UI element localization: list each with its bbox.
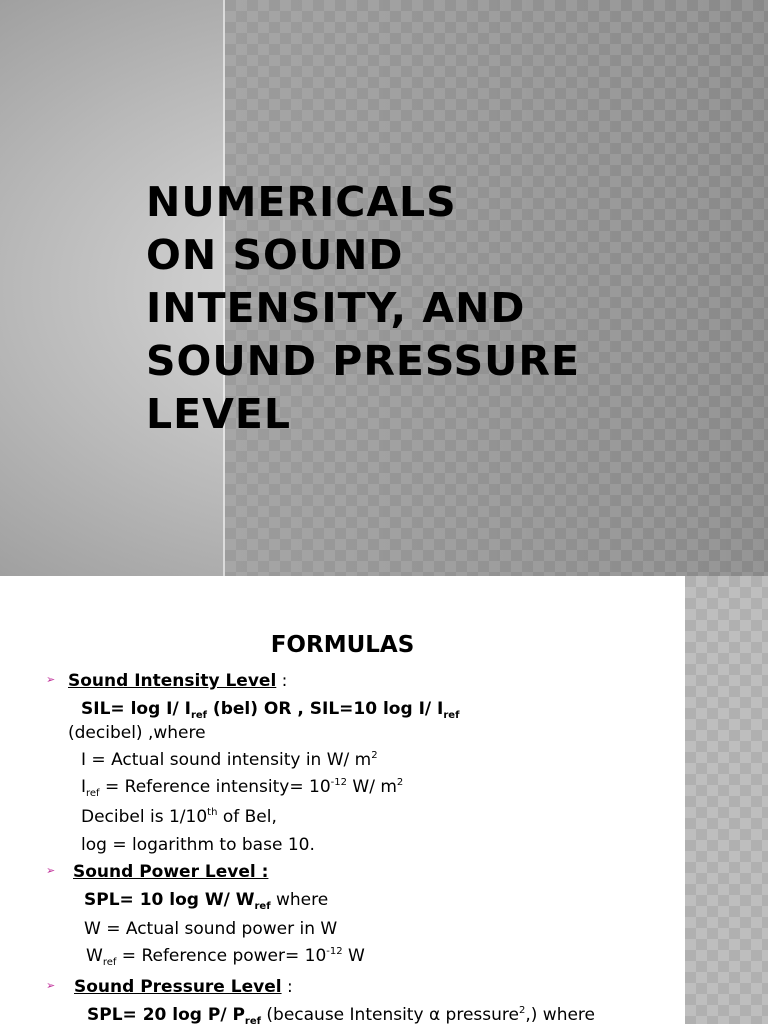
decibel-text-end: of Bel, bbox=[217, 807, 277, 827]
spl-formula-text: SPL= 20 log P/ P bbox=[87, 1005, 245, 1024]
formulas-slide bbox=[0, 576, 768, 1024]
sil-label-line bbox=[68, 670, 287, 692]
slide-title bbox=[146, 176, 706, 441]
exponent: 2 bbox=[396, 777, 404, 788]
sil-where-line: (decibel) ,where bbox=[68, 723, 206, 743]
diamond-pattern-strip bbox=[685, 576, 768, 1024]
ordinal-superscript: th bbox=[207, 807, 218, 818]
exponent: 2 bbox=[371, 750, 378, 761]
title-line: LEVEL bbox=[146, 390, 291, 438]
sil-def-ref-intensity bbox=[81, 776, 403, 798]
ref-symbol: W bbox=[86, 946, 103, 966]
bullet-arrow-icon: ➢ bbox=[46, 673, 56, 686]
title-line: INTENSITY, AND bbox=[146, 284, 526, 332]
exponent: 2 bbox=[518, 1005, 526, 1016]
swl-ref-subscript: ref bbox=[254, 901, 271, 912]
exponent: -12 bbox=[330, 777, 347, 788]
swl-formula-text: SPL= 10 log W/ W bbox=[84, 890, 255, 910]
spl-ref-subscript: ref bbox=[244, 1016, 261, 1024]
ref-subscript: ref bbox=[86, 788, 100, 799]
swl-where: where bbox=[270, 890, 329, 910]
unit-text: W bbox=[342, 946, 365, 966]
bullet-arrow-icon: ➢ bbox=[46, 979, 56, 992]
ref-text: = Reference intensity= 10 bbox=[99, 777, 331, 797]
spl-note-end: ,) where bbox=[525, 1005, 596, 1024]
log-line: log = logarithm to base 10. bbox=[81, 835, 315, 855]
formulas-heading: FORMULAS bbox=[270, 632, 415, 658]
swl-def-power: W = Actual sound power in W bbox=[84, 919, 338, 939]
swl-formula bbox=[84, 889, 328, 911]
sil-ref-subscript: ref bbox=[190, 710, 208, 721]
bullet-arrow-icon: ➢ bbox=[46, 864, 56, 877]
spl-label: Sound Pressure Level bbox=[74, 977, 282, 997]
unit-text: W/ m bbox=[346, 777, 397, 797]
swl-def-ref-power bbox=[86, 945, 365, 967]
spl-label-suffix: : bbox=[281, 977, 293, 997]
spl-formula bbox=[87, 1004, 595, 1024]
title-line: ON SOUND bbox=[146, 231, 404, 279]
decibel-line bbox=[81, 806, 277, 828]
decibel-text: Decibel is 1/10 bbox=[81, 807, 208, 827]
sil-def-intensity-text: I = Actual sound intensity in W/ m bbox=[81, 750, 372, 770]
ref-text: = Reference power= 10 bbox=[116, 946, 327, 966]
ref-symbol: I bbox=[81, 777, 87, 797]
sil-label-suffix: : bbox=[276, 671, 288, 691]
sil-formula bbox=[81, 698, 459, 720]
sil-label: Sound Intensity Level bbox=[68, 671, 277, 691]
sil-ref-subscript-2: ref bbox=[443, 710, 460, 721]
spl-note: (because Intensity α pressure bbox=[261, 1005, 519, 1024]
title-line: NUMERICALS bbox=[146, 178, 457, 226]
sil-def-intensity bbox=[81, 749, 378, 771]
title-line: SOUND PRESSURE bbox=[146, 337, 581, 385]
sil-formula-alt: (bel) OR , SIL=10 log I/ I bbox=[207, 699, 444, 719]
exponent: -12 bbox=[326, 946, 343, 957]
swl-label: Sound Power Level : bbox=[73, 862, 269, 882]
sil-formula-text: SIL= log I/ I bbox=[81, 699, 191, 719]
ref-subscript: ref bbox=[102, 957, 117, 968]
spl-label-line bbox=[74, 976, 293, 998]
